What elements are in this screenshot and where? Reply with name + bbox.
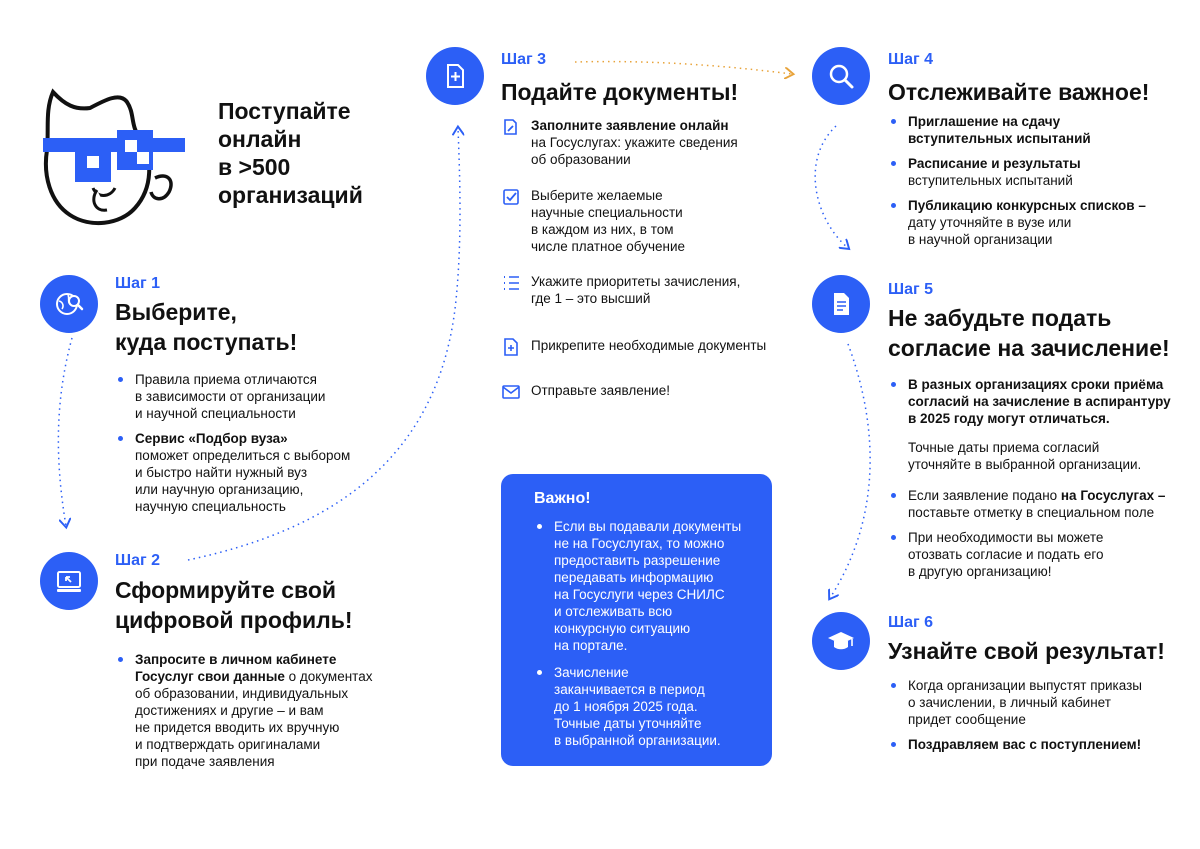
hero-title-line: онлайн — [218, 126, 302, 152]
step1-list — [115, 371, 395, 523]
hero-title — [218, 97, 363, 209]
step2-title-line: Сформируйте свой — [115, 577, 337, 603]
line: в выбранной организации. — [554, 733, 721, 748]
line: в 2025 году могут отличаться. — [908, 411, 1110, 426]
list-item — [534, 664, 764, 749]
line: поставьте отметку в специальном поле — [908, 505, 1155, 520]
step1-label: Шаг 1 — [115, 275, 160, 292]
step1-title-line: куда поступать! — [115, 329, 298, 355]
connector-1-2 — [58, 338, 72, 526]
line: Расписание и результаты — [908, 156, 1081, 171]
hero-title-line: в >500 — [218, 154, 291, 180]
step5-title-line: Не забудьте подать — [888, 305, 1112, 331]
list-item — [888, 113, 1178, 147]
hero-title-line: организаций — [218, 182, 363, 208]
step4-label: Шаг 4 — [888, 51, 933, 68]
line: научные специальности — [531, 205, 683, 220]
step3-label: Шаг 3 — [501, 51, 546, 68]
step6-icon-circle — [812, 612, 870, 670]
line: об образовании — [531, 152, 631, 167]
document-lines-icon — [826, 289, 856, 319]
document-plus-icon — [440, 61, 470, 91]
line-rest: о документах — [284, 669, 373, 684]
line: Отправьте заявление! — [531, 383, 670, 398]
line: Запросите в личном кабинете — [135, 652, 337, 667]
line: при подаче заявления — [135, 754, 275, 769]
list-item — [888, 677, 1188, 728]
line: о зачислении, в личный кабинет — [908, 695, 1111, 710]
line: Приглашение на сдачу — [908, 114, 1061, 129]
pen-document-icon — [501, 117, 521, 137]
line: числе платное обучение — [531, 239, 686, 254]
important-notice-box — [501, 474, 772, 766]
line: Публикацию конкурсных списков – — [908, 198, 1146, 213]
step3-icon-circle — [426, 47, 484, 105]
line-start: Если заявление подано — [908, 488, 1061, 503]
step3-item-send-application — [501, 382, 781, 406]
list-item — [534, 518, 764, 654]
line: конкурсную ситуацию — [554, 621, 691, 636]
line: на портале. — [554, 638, 628, 653]
checkbox-icon — [501, 187, 521, 207]
list-item — [115, 371, 395, 422]
line: согласий на зачисление в аспирантуру — [908, 394, 1171, 409]
line: до 1 ноября 2025 года. — [554, 699, 698, 714]
line: Заполните заявление онлайн — [531, 118, 729, 133]
step6-list — [888, 677, 1188, 761]
line: Поздравляем вас с поступлением! — [908, 737, 1142, 752]
line: в другую организацию! — [908, 564, 1052, 579]
step1-icon-circle — [40, 275, 98, 333]
connector-4-5 — [815, 126, 848, 248]
list-item — [115, 651, 405, 770]
list-item — [888, 197, 1178, 248]
line: Точные даты уточняйте — [554, 716, 702, 731]
list-item — [888, 529, 1188, 580]
line: об образовании, индивидуальных — [135, 686, 349, 701]
step4-title: Отслеживайте важное! — [888, 79, 1150, 105]
service-name: Сервис «Подбор вуза» — [135, 431, 288, 446]
line: не придется вводить их вручную — [135, 720, 340, 735]
line: уточняйте в выбранной организации. — [908, 457, 1142, 472]
step4-icon-circle — [812, 47, 870, 105]
line: и научной специальности — [135, 406, 296, 421]
step2-icon-circle — [40, 552, 98, 610]
line: и быстро найти нужный вуз — [135, 465, 308, 480]
line: передавать информацию — [554, 570, 714, 585]
step5-icon-circle — [812, 275, 870, 333]
step2-list — [115, 651, 405, 778]
owl-mascot-illustration — [35, 80, 185, 230]
line: и подтверждать оригиналами — [135, 737, 321, 752]
graduation-cap-icon — [826, 626, 856, 656]
line: на Госуслугах: укажите сведения — [531, 135, 738, 150]
line: или научную организацию, — [135, 482, 304, 497]
line: Точные даты приема согласий — [908, 440, 1100, 455]
line: дату уточняйте в вузе или — [908, 215, 1072, 230]
step2-title — [115, 575, 353, 635]
line: Если вы подавали документы — [554, 519, 742, 534]
line: придет сообщение — [908, 712, 1026, 727]
step3-item-priorities — [501, 273, 791, 307]
globe-search-icon — [54, 289, 84, 319]
step2-label: Шаг 2 — [115, 552, 160, 569]
step5-label: Шаг 5 — [888, 281, 933, 298]
line: в зависимости от организации — [135, 389, 326, 404]
connector-5-6 — [830, 344, 870, 598]
line: отозвать согласие и подать его — [908, 547, 1104, 562]
line: и отслеживать всю — [554, 604, 673, 619]
line: заканчивается в период — [554, 682, 705, 697]
line: поможет определиться с выбором — [135, 448, 351, 463]
envelope-icon — [501, 382, 521, 402]
step1-title-line: Выберите, — [115, 299, 237, 325]
step3-item-fill-application — [501, 117, 781, 168]
step5-title — [888, 303, 1170, 363]
line: не на Госуслугах, то можно — [554, 536, 725, 551]
step5-title-line: согласие на зачисление! — [888, 335, 1170, 361]
step6-label: Шаг 6 — [888, 614, 933, 631]
connector-3-4 — [575, 62, 792, 74]
line: в научной организации — [908, 232, 1053, 247]
list-item — [888, 736, 1188, 753]
hero-title-line: Поступайте — [218, 98, 351, 124]
line: Укажите приоритеты зачисления, — [531, 274, 741, 289]
important-list — [534, 518, 764, 759]
line: в каждом из них, в том — [531, 222, 674, 237]
line: вступительных испытаний — [908, 173, 1073, 188]
line: Когда организации выпустят приказы — [908, 678, 1143, 693]
line: Выберите желаемые — [531, 188, 663, 203]
attach-document-icon — [501, 337, 521, 357]
line: научную специальность — [135, 499, 286, 514]
step3-item-attach-documents — [501, 337, 801, 361]
line-bold: на Госуслугах – — [1060, 488, 1166, 503]
line: При необходимости вы можете — [908, 530, 1104, 545]
step6-title: Узнайте свой результат! — [888, 638, 1165, 664]
line: Зачисление — [554, 665, 629, 680]
list-item — [888, 155, 1178, 189]
list-item — [888, 487, 1188, 521]
line: на Госуслуги через СНИЛС — [554, 587, 725, 602]
step1-title — [115, 297, 297, 357]
line: вступительных испытаний — [908, 131, 1091, 146]
monitor-icon — [54, 566, 84, 596]
line: где 1 – это высший — [531, 291, 651, 306]
line-bold: Госуслуг свои данные — [135, 669, 285, 684]
line: предоставить разрешение — [554, 553, 721, 568]
step4-list — [888, 113, 1178, 256]
line: достижениях и другие – и вам — [135, 703, 324, 718]
step2-title-line: цифровой профиль! — [115, 607, 353, 633]
important-title: Важно! — [534, 490, 591, 507]
line: Прикрепите необходимые документы — [531, 338, 767, 353]
step5-list — [888, 376, 1188, 588]
magnifier-icon — [826, 61, 856, 91]
numbered-list-icon — [501, 273, 521, 293]
line: Правила приема отличаются — [135, 372, 317, 387]
step3-title: Подайте документы! — [501, 79, 739, 105]
step3-item-choose-specialties — [501, 187, 781, 255]
list-item — [888, 376, 1188, 473]
list-item — [115, 430, 395, 515]
line: В разных организациях сроки приёма — [908, 377, 1164, 392]
